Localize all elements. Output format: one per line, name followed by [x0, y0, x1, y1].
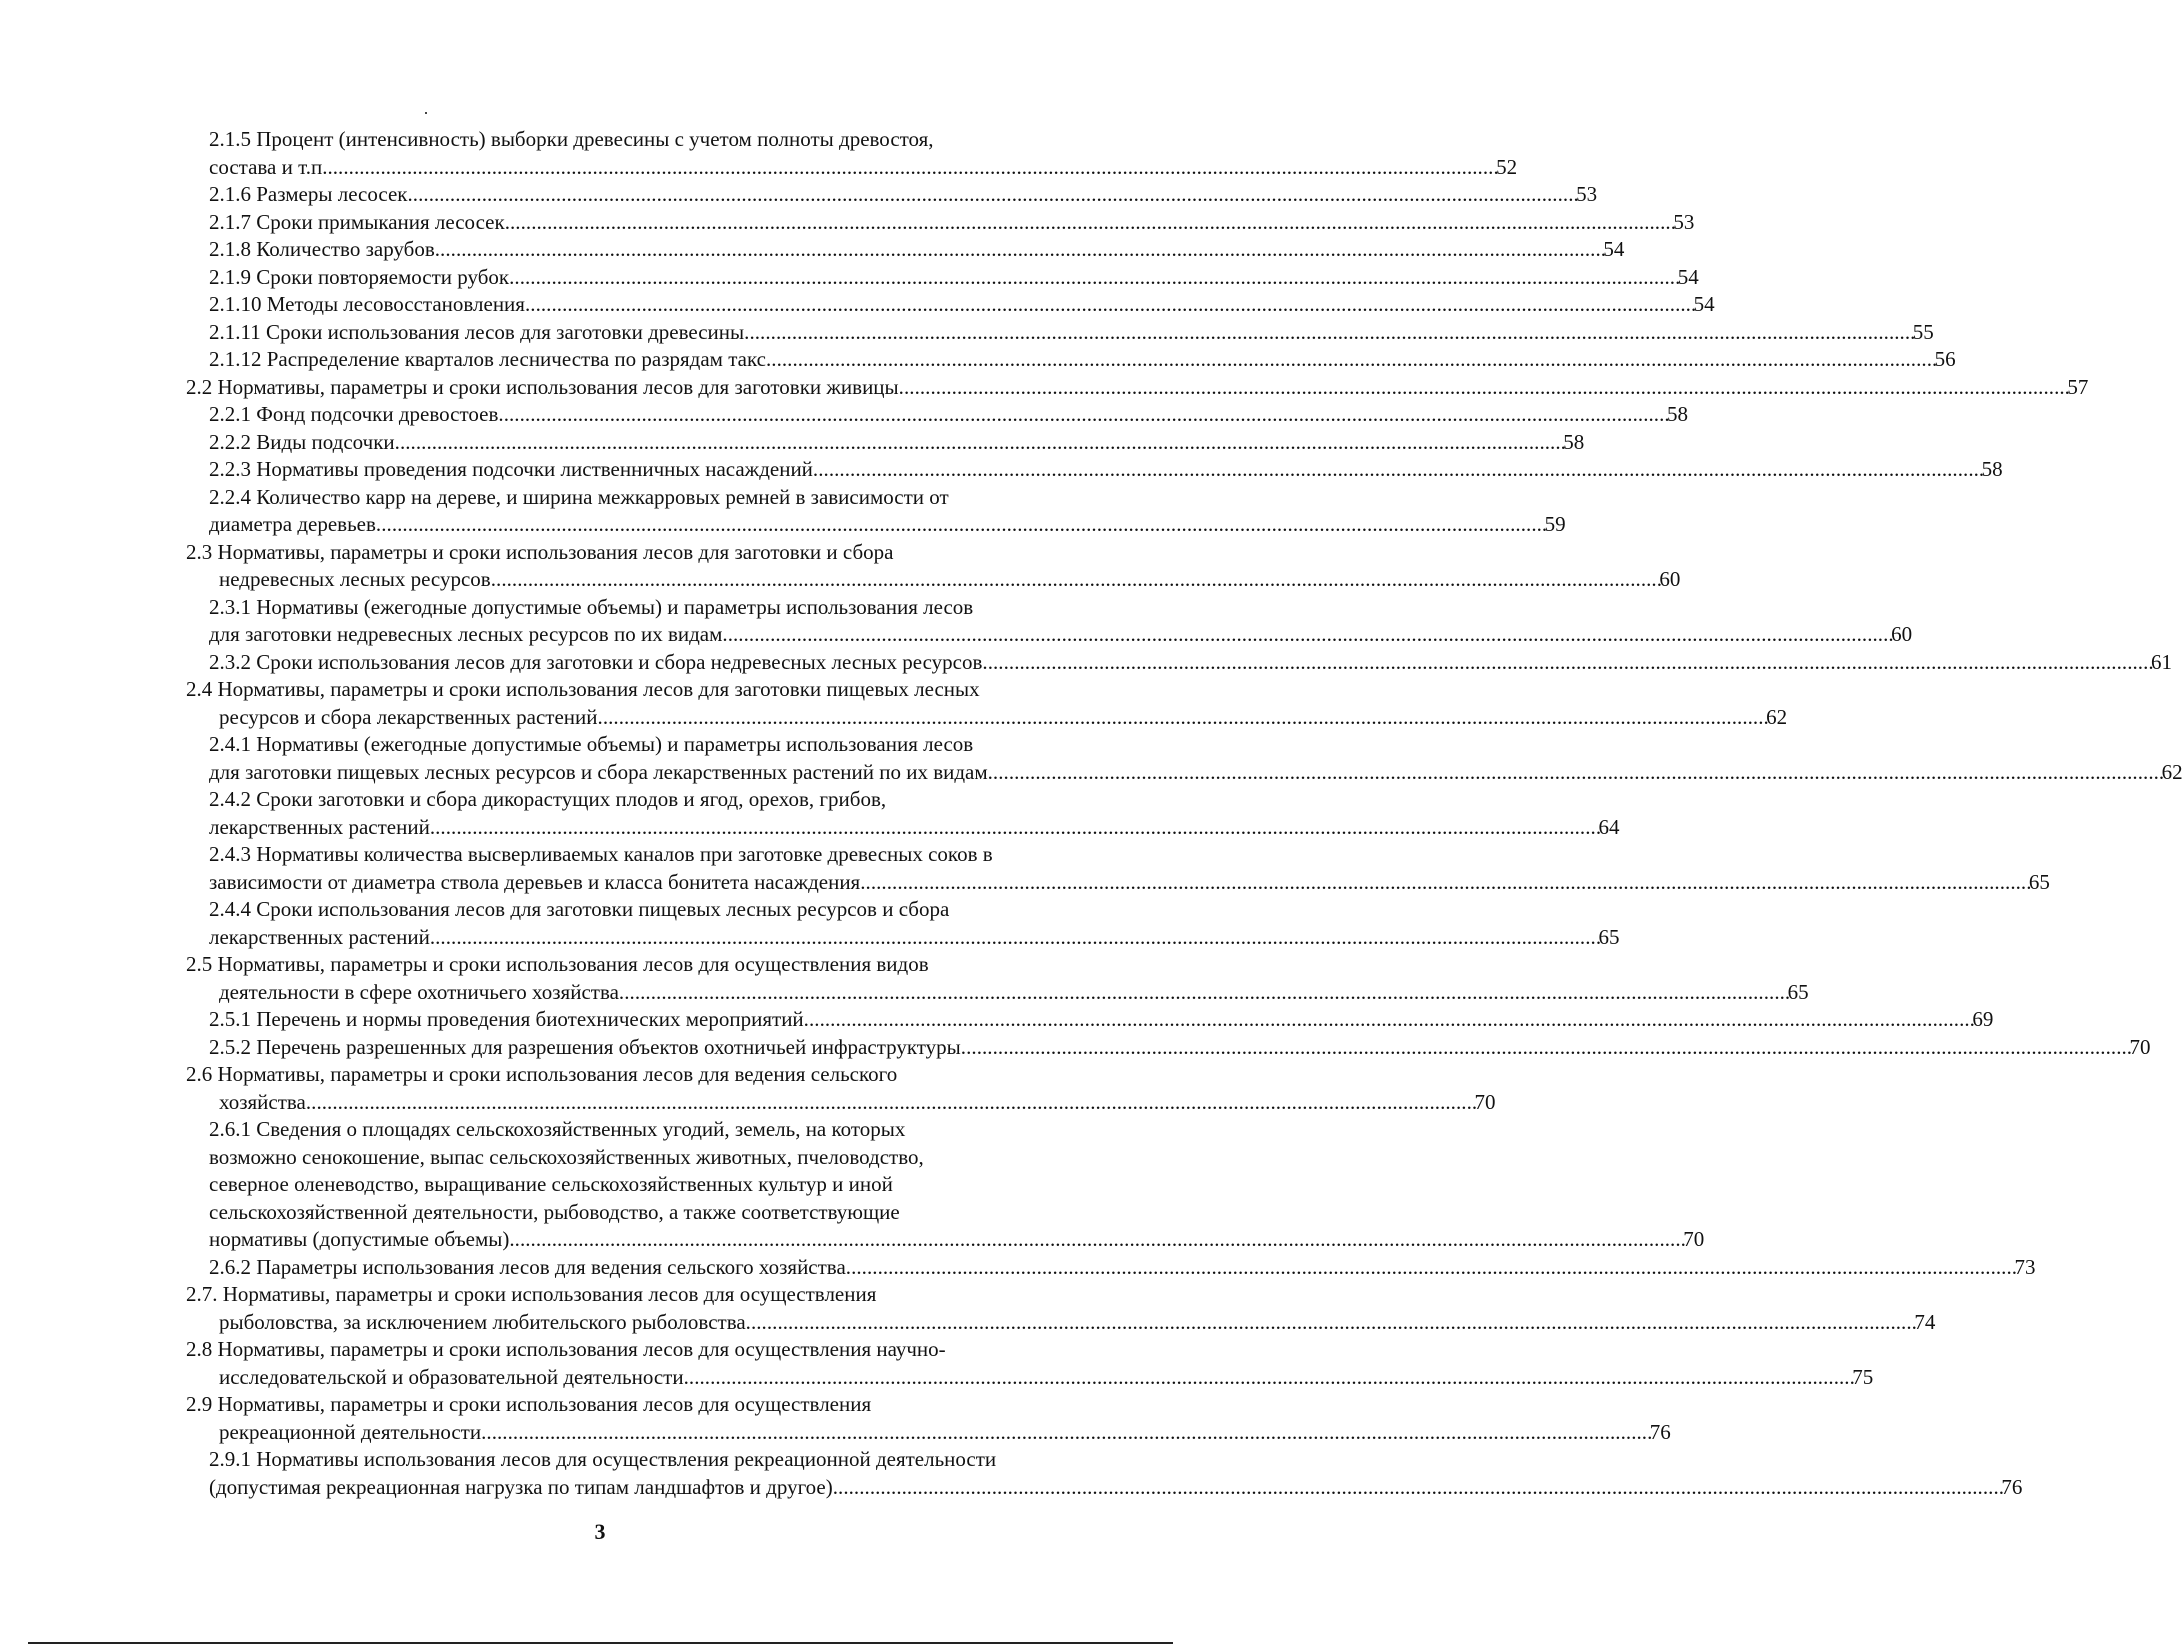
- toc-entry-title: 2.1.11 Сроки использования лесов для заготовки древесины: [209, 319, 745, 344]
- toc-entry-last-line: [209, 236, 1625, 264]
- dot-leader: [327, 154, 1496, 182]
- toc-entry: [209, 841, 2050, 896]
- toc-page-number: 73: [2014, 1254, 2036, 1279]
- dot-leader: [813, 456, 1982, 484]
- toc-entry-title: деятельности в сфере охотничьего хозяйства: [219, 979, 619, 1004]
- toc-entry-title: 2.3.2 Сроки использования лесов для заготовки и сбора недревесных лесных ресурсов: [209, 649, 983, 674]
- toc-page-number: 61: [2151, 649, 2173, 674]
- toc-entry: [209, 1006, 1994, 1034]
- toc-entry-line: 2.4.1 Нормативы (ежегодные допустимые объемы) и параметры использования лесов: [209, 732, 974, 756]
- dot-leader: [408, 181, 1577, 209]
- toc-entry-last-line: [186, 1364, 1874, 1392]
- toc-page-number: 58: [1667, 402, 1689, 426]
- toc-entry-line: 2.7. Нормативы, параметры и сроки использования лесов для осуществления: [186, 1282, 877, 1306]
- toc-entry-line: 2.4.4 Сроки использования лесов для заготовки пищевых лесных ресурсов и сбора: [209, 897, 950, 921]
- toc-entry-last-line: [186, 704, 1788, 732]
- toc-entry-title: для заготовки пищевых лесных ресурсов и сбора лекарственных растений по их видам.: [209, 759, 993, 784]
- toc-page-number: 53: [1576, 182, 1598, 206]
- toc-page-number: 64: [1598, 814, 1620, 839]
- toc-entry-title: нормативы (допустимые объемы).: [209, 1227, 515, 1251]
- dot-leader: [744, 319, 1913, 347]
- toc-page-number: 59: [1544, 512, 1566, 536]
- toc-page-number: 74: [1914, 1309, 1936, 1334]
- dot-leader: [498, 401, 1667, 429]
- toc-entry-title: 2.2 Нормативы, параметры и сроки использования лесов для заготовки живицы: [186, 374, 899, 399]
- dot-leader: [846, 1254, 2015, 1282]
- toc-entry-line: 2.6 Нормативы, параметры и сроки использования лесов для ведения сельского: [186, 1062, 898, 1086]
- toc-entry-title: 2.2.3 Нормативы проведения подсочки лиственничных насаждений: [209, 457, 813, 481]
- dot-leader: [804, 1006, 1973, 1034]
- toc-entry-last-line: [209, 759, 2183, 787]
- dot-leader: [982, 649, 2151, 677]
- toc-entry-title: 2.5.2 Перечень разрешенных для разрешения объектов охотничьей инфраструктуры: [209, 1034, 961, 1059]
- toc-entry-title: 2.1.9 Сроки повторяемости рубок: [209, 264, 510, 289]
- toc-entry: [209, 649, 2173, 677]
- dot-leader: [746, 1309, 1915, 1337]
- toc-page-number: 76: [2001, 1474, 2023, 1499]
- dot-leader: [430, 924, 1599, 952]
- toc-entry-title: (допустимая рекреационная нагрузка по типам ландшафтов и другое): [209, 1474, 833, 1499]
- toc-entry-last-line: [209, 1006, 1994, 1034]
- toc-entry-title: 2.2.2 Виды подсочки: [209, 429, 395, 454]
- toc-entry: [209, 484, 1566, 539]
- toc-entry: [209, 429, 1585, 457]
- toc-page-number: 76: [1649, 1419, 1671, 1444]
- toc-entry-title: состава и т.п.: [209, 154, 328, 179]
- toc-entry-last-line: [209, 429, 1585, 457]
- dot-leader: [491, 566, 1660, 594]
- toc-entry: [209, 236, 1625, 264]
- dot-leader: [684, 1364, 1853, 1392]
- toc-entry: [186, 1281, 1936, 1336]
- toc-page-number: 69: [1972, 1007, 1994, 1031]
- toc-entry: [209, 1254, 2036, 1282]
- toc-entry-last-line: [209, 814, 1620, 842]
- toc-entry-title: диаметра деревьев: [209, 512, 376, 536]
- dot-leader: [993, 759, 2162, 787]
- toc-page-number: 62: [2161, 759, 2183, 784]
- toc-entry-line: 2.6.1 Сведения о площадях сельскохозяйственных угодий, земель, на которых: [209, 1117, 906, 1141]
- toc-page-number: 70: [2129, 1034, 2151, 1059]
- dot-leader: [430, 814, 1599, 842]
- bottom-rule: [28, 1642, 1173, 1644]
- dot-leader: [899, 374, 2068, 402]
- toc-entry: [186, 374, 2089, 402]
- toc-entry-last-line: [209, 1474, 2023, 1502]
- dot-leader: [515, 1226, 1684, 1254]
- toc-entry-last-line: [209, 1254, 2036, 1282]
- toc-page-number: 60: [1659, 567, 1681, 591]
- toc-entry-last-line: [209, 1034, 2151, 1062]
- toc-page-number: 53: [1673, 209, 1695, 234]
- dot-leader: [376, 511, 1545, 539]
- toc-entry-line: 2.9 Нормативы, параметры и сроки использования лесов для осуществления: [186, 1392, 872, 1416]
- toc-entry: [186, 951, 1809, 1006]
- toc-entry: [186, 1061, 1496, 1116]
- toc-page-number: 75: [1852, 1364, 1874, 1389]
- toc-entry-title: лекарственных растений: [209, 814, 430, 839]
- page-number: 3: [594, 1519, 606, 1544]
- toc-entry-title: лекарственных растений: [209, 924, 430, 949]
- toc-entry: [209, 126, 1518, 181]
- toc-entry-last-line: [186, 1309, 1936, 1337]
- toc-page-number: 65: [1598, 924, 1620, 949]
- dot-leader: [509, 264, 1678, 292]
- toc-entry-title: 2.1.6 Размеры лесосек: [209, 182, 408, 206]
- toc-entry-title: 2.6.2 Параметры использования лесов для ведения сельского хозяйства: [209, 1254, 846, 1279]
- toc-entry-last-line: [209, 264, 1699, 292]
- toc-entry-line: северное оленеводство, выращивание сельскохозяйственных культур и иной: [209, 1172, 893, 1196]
- toc-entry-title: исследовательской и образовательной деятельности: [219, 1364, 684, 1389]
- toc-entry-last-line: [209, 924, 1620, 952]
- toc-entry-line: 2.1.5 Процент (интенсивность) выборки древесины с учетом полноты древостоя,: [209, 127, 934, 151]
- toc-page-number: 52: [1496, 154, 1518, 179]
- toc-entry-title: 2.1.12 Распределение кварталов лесничества по разрядам такс: [209, 347, 766, 371]
- toc-entry-title: 2.5.1 Перечень и нормы проведения биотехнических мероприятий: [209, 1007, 804, 1031]
- toc-entry-line: 2.5 Нормативы, параметры и сроки использования лесов для осуществления видов: [186, 952, 929, 976]
- toc-entry-title: 2.1.7 Сроки примыкания лесосек: [209, 209, 505, 234]
- toc-entry-last-line: [209, 319, 1934, 347]
- dot-leader: [481, 1419, 1650, 1447]
- dot-leader: [598, 704, 1767, 732]
- toc-entry-last-line: [186, 374, 2089, 402]
- toc-entry-title: 2.2.1 Фонд подсочки древостоев: [209, 402, 499, 426]
- toc-entry-last-line: [209, 181, 1598, 209]
- toc-entry-title: для заготовки недревесных лесных ресурсов по их видам: [209, 622, 723, 646]
- toc-entry-title: ресурсов и сбора лекарственных растений: [219, 704, 598, 729]
- toc-entry: [209, 786, 1620, 841]
- toc-page-number: 58: [1981, 457, 2003, 481]
- toc-entry: [209, 209, 1695, 237]
- dot-leader: [395, 429, 1564, 457]
- toc-page-number: 70: [1474, 1089, 1496, 1114]
- toc-entry: [186, 1336, 1874, 1391]
- toc-entry-line: 2.4.2 Сроки заготовки и сбора дикорастущих плодов и ягод, орехов, грибов,: [209, 787, 887, 811]
- toc-page-number: 56: [1934, 347, 1956, 371]
- dot-leader: [525, 291, 1694, 319]
- dot-leader: [961, 1034, 2130, 1062]
- toc-entry: [209, 319, 1934, 347]
- toc-entry-line: 2.2.4 Количество карр на дереве, и ширина межкарровых ремней в зависимости от: [209, 484, 949, 509]
- toc-entry-title: 2.1.8 Количество зарубов: [209, 237, 435, 261]
- toc-entry-last-line: [209, 621, 1913, 649]
- toc-entry: [209, 896, 1620, 951]
- toc-entry: [186, 1391, 1671, 1446]
- toc-entry: [209, 1446, 2023, 1501]
- toc-entry-last-line: [209, 154, 1518, 182]
- toc-page-number: 65: [1787, 979, 1809, 1004]
- toc-entry-title: зависимости от диаметра ствола деревьев и класса бонитета насаждения: [209, 869, 861, 894]
- toc-entry: [186, 539, 1681, 594]
- dot-leader: [833, 1474, 2002, 1502]
- toc-page-number: 57: [2067, 374, 2089, 399]
- toc-entry: [209, 264, 1699, 292]
- toc-entry-line: 2.8 Нормативы, параметры и сроки использования лесов для осуществления научно-: [186, 1337, 946, 1361]
- toc-page-number: 54: [1693, 292, 1715, 316]
- toc-entry-line: 2.4 Нормативы, параметры и сроки использования лесов для заготовки пищевых лесных: [186, 677, 980, 701]
- toc-page-number: 55: [1912, 319, 1934, 344]
- dot-leader: [505, 209, 1674, 237]
- toc-entry: [209, 1034, 2151, 1062]
- toc-entry-last-line: [209, 291, 1715, 319]
- toc-entry-last-line: [209, 456, 2003, 484]
- toc-entry-line: 2.4.3 Нормативы количества высверливаемых каналов при заготовке древесных соков в: [209, 842, 993, 866]
- toc-entry-last-line: [186, 1089, 1496, 1117]
- toc-entry: [209, 456, 2003, 484]
- toc-entry: [209, 401, 1689, 429]
- toc-entry-line: 2.3 Нормативы, параметры и сроки использования лесов для заготовки и сбора: [186, 539, 894, 564]
- dot-leader: [619, 979, 1788, 1007]
- toc-entry-last-line: [209, 1226, 1705, 1254]
- toc-entry-title: рекреационной деятельности: [219, 1419, 482, 1444]
- toc-page-number: 54: [1677, 264, 1699, 289]
- toc-page-number: 65: [2028, 869, 2050, 894]
- scan-speck: [425, 112, 427, 114]
- toc-entry-title: рыболовства, за исключением любительского рыболовства: [219, 1309, 746, 1334]
- toc-entry-line: 2.3.1 Нормативы (ежегодные допустимые объемы) и параметры использования лесов: [209, 594, 974, 619]
- toc-entry: [209, 1116, 1705, 1254]
- toc-entry: [209, 291, 1715, 319]
- toc-entry-line: возможно сенокошение, выпас сельскохозяйственных животных, пчеловодство,: [209, 1144, 924, 1169]
- toc-entry-last-line: [209, 209, 1695, 237]
- toc-entry-last-line: [209, 869, 2050, 897]
- toc-entry-last-line: [186, 979, 1809, 1007]
- toc-page-number: 58: [1563, 429, 1585, 454]
- dot-leader: [860, 869, 2029, 897]
- dot-leader: [435, 236, 1604, 264]
- dot-leader: [722, 621, 1891, 649]
- toc-entry-line: 2.9.1 Нормативы использования лесов для осуществления рекреационной деятельности: [209, 1447, 997, 1471]
- toc-entry: [209, 731, 2183, 786]
- toc-entry: [209, 346, 1956, 374]
- toc-entry-last-line: [209, 401, 1689, 429]
- toc-page-number: 54: [1603, 237, 1625, 261]
- dot-leader: [306, 1089, 1475, 1117]
- toc-entry: [209, 181, 1598, 209]
- toc-page-number: 60: [1891, 622, 1913, 646]
- toc-entry-last-line: [186, 1419, 1671, 1447]
- toc-page-number: 62: [1766, 704, 1788, 729]
- toc-entry-last-line: [209, 511, 1566, 539]
- toc-entry: [186, 676, 1788, 731]
- toc-entry-last-line: [186, 566, 1681, 594]
- toc-entry-title: 2.1.10 Методы лесовосстановления: [209, 292, 525, 316]
- toc-entry-line: сельскохозяйственной деятельности, рыбоводство, а также соответствующие: [209, 1199, 900, 1224]
- toc-entry-title: хозяйства: [219, 1089, 306, 1114]
- toc-entry-last-line: [209, 346, 1956, 374]
- toc-page-number: 70: [1683, 1227, 1705, 1251]
- toc-entry-last-line: [209, 649, 2173, 677]
- dot-leader: [766, 346, 1935, 374]
- table-of-contents: [0, 126, 2183, 1501]
- toc-entry: [209, 594, 1913, 649]
- toc-entry-title: недревесных лесных ресурсов: [219, 567, 491, 591]
